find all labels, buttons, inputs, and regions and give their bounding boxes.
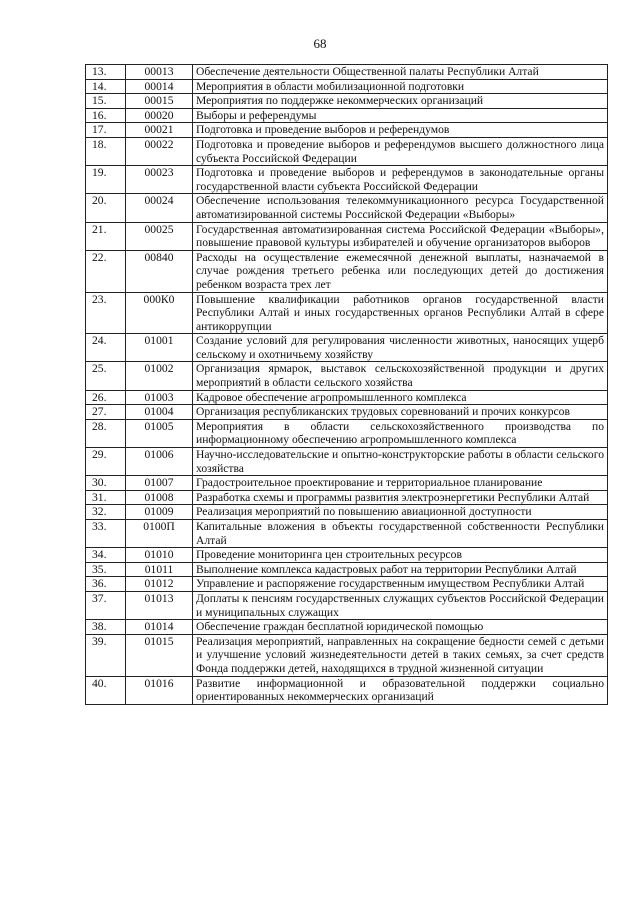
page-number: 68 (313, 36, 327, 51)
row-description-cell: Создание условий для регулирования численности животных, наносящих ущерб сельскому и охотничьему хозяйству (193, 334, 608, 362)
row-number-cell: 17. (86, 123, 126, 138)
table-row (86, 292, 608, 334)
table-row (86, 620, 608, 635)
row-description-cell: Обеспечение использования телекоммуникационного ресурса Государственной автоматизированной системы Российской Федерации «Выборы» (193, 194, 608, 222)
row-code-cell: 0100П (126, 520, 193, 548)
row-number-cell: 20. (86, 194, 126, 222)
row-description-cell: Научно-исследовательские и опытно-конструкторские работы в области сельского хозяйства (193, 448, 608, 476)
row-number-cell: 24. (86, 334, 126, 362)
row-number-cell: 27. (86, 405, 126, 420)
row-number-cell: 33. (86, 520, 126, 548)
table-row (86, 108, 608, 123)
row-description-cell: Организация ярмарок, выставок сельскохозяйственной продукции и других мероприятий в области сельского хозяйства (193, 362, 608, 390)
row-description-cell: Мероприятия в области сельскохозяйственного производства по информационному обеспечению агропромышленного комплекса (193, 419, 608, 447)
table-row (86, 548, 608, 563)
table-row (86, 476, 608, 491)
row-description-cell: Мероприятия в области мобилизационной подготовки (193, 79, 608, 94)
row-description-cell: Капитальные вложения в объекты государственной собственности Республики Алтай (193, 520, 608, 548)
row-description-cell: Государственная автоматизированная система Российской Федерации «Выборы», повышение правовой культуры избирателей и обучение организаторов выборов (193, 222, 608, 250)
row-number-cell: 14. (86, 79, 126, 94)
table-row (86, 94, 608, 109)
row-code-cell: 00013 (126, 65, 193, 80)
table-row (86, 222, 608, 250)
row-number-cell: 36. (86, 577, 126, 592)
row-code-cell: 01003 (126, 390, 193, 405)
table-row (86, 405, 608, 420)
row-description-cell: Кадровое обеспечение агропромышленного комплекса (193, 390, 608, 405)
row-number-cell: 26. (86, 390, 126, 405)
row-description-cell: Обеспечение деятельности Общественной палаты Республики Алтай (193, 65, 608, 80)
row-code-cell: 01004 (126, 405, 193, 420)
row-code-cell: 00025 (126, 222, 193, 250)
row-description-cell: Доплаты к пенсиям государственных служащих субъектов Российской Федерации и муниципальных служащих (193, 591, 608, 619)
row-number-cell: 18. (86, 137, 126, 165)
row-number-cell: 30. (86, 476, 126, 491)
row-number-cell: 29. (86, 448, 126, 476)
row-number-cell: 19. (86, 166, 126, 194)
row-code-cell: 00022 (126, 137, 193, 165)
row-description-cell: Развитие информационной и образовательной поддержки социально ориентированных некоммерческих организаций (193, 676, 608, 704)
row-code-cell: 01015 (126, 634, 193, 676)
row-number-cell: 39. (86, 634, 126, 676)
row-code-cell: 01001 (126, 334, 193, 362)
table-row (86, 448, 608, 476)
table-row (86, 591, 608, 619)
row-number-cell: 34. (86, 548, 126, 563)
row-description-cell: Градостроительное проектирование и территориальное планирование (193, 476, 608, 491)
row-number-cell: 25. (86, 362, 126, 390)
row-description-cell: Мероприятия по поддержке некоммерческих организаций (193, 94, 608, 109)
table-body (86, 65, 608, 705)
row-number-cell: 28. (86, 419, 126, 447)
row-number-cell: 32. (86, 505, 126, 520)
table-row (86, 490, 608, 505)
row-code-cell: 00840 (126, 250, 193, 292)
row-number-cell: 15. (86, 94, 126, 109)
budget-codes-table (85, 64, 608, 705)
row-code-cell: 01005 (126, 419, 193, 447)
row-code-cell: 000К0 (126, 292, 193, 334)
row-number-cell: 38. (86, 620, 126, 635)
row-number-cell: 13. (86, 65, 126, 80)
row-number-cell: 35. (86, 562, 126, 577)
row-number-cell: 22. (86, 250, 126, 292)
row-code-cell: 01009 (126, 505, 193, 520)
row-code-cell: 00024 (126, 194, 193, 222)
row-description-cell: Подготовка и проведение выборов и референдумов высшего должностного лица субъекта Российской Федерации (193, 137, 608, 165)
row-description-cell: Реализация мероприятий, направленных на сокращение бедности семей с детьми и улучшение условий жизнедеятельности детей в таких семьях, за счет средств Фонда поддержки детей, находящихся в трудной жизненной ситуации (193, 634, 608, 676)
row-code-cell: 01011 (126, 562, 193, 577)
table-row (86, 194, 608, 222)
table-row (86, 390, 608, 405)
table-row (86, 577, 608, 592)
row-code-cell: 01013 (126, 591, 193, 619)
row-number-cell: 23. (86, 292, 126, 334)
row-description-cell: Управление и распоряжение государственным имуществом Республики Алтай (193, 577, 608, 592)
row-description-cell: Выборы и референдумы (193, 108, 608, 123)
row-description-cell: Организация республиканских трудовых соревнований и прочих конкурсов (193, 405, 608, 420)
row-number-cell: 16. (86, 108, 126, 123)
row-code-cell: 01012 (126, 577, 193, 592)
row-code-cell: 01008 (126, 490, 193, 505)
row-description-cell: Повышение квалификации работников органов государственной власти Республики Алтай и иных государственных органов Республики Алтай в сфере антикоррупции (193, 292, 608, 334)
row-code-cell: 01014 (126, 620, 193, 635)
table-row (86, 166, 608, 194)
table-row (86, 676, 608, 704)
row-code-cell: 00014 (126, 79, 193, 94)
row-code-cell: 00023 (126, 166, 193, 194)
row-description-cell: Выполнение комплекса кадастровых работ на территории Республики Алтай (193, 562, 608, 577)
row-number-cell: 40. (86, 676, 126, 704)
row-code-cell: 01006 (126, 448, 193, 476)
row-description-cell: Проведение мониторинга цен строительных ресурсов (193, 548, 608, 563)
row-description-cell: Расходы на осуществление ежемесячной денежной выплаты, назначаемой в случае рождения третьего ребенка или последующих детей до достижения ребенком возраста трех лет (193, 250, 608, 292)
row-number-cell: 31. (86, 490, 126, 505)
row-description-cell: Разработка схемы и программы развития электроэнергетики Республики Алтай (193, 490, 608, 505)
row-code-cell: 01007 (126, 476, 193, 491)
table-row (86, 562, 608, 577)
row-code-cell: 00020 (126, 108, 193, 123)
row-number-cell: 37. (86, 591, 126, 619)
row-code-cell: 00015 (126, 94, 193, 109)
row-description-cell: Подготовка и проведение выборов и референдумов в законодательные органы государственной власти субъекта Российской Федерации (193, 166, 608, 194)
row-number-cell: 21. (86, 222, 126, 250)
table-row (86, 65, 608, 80)
row-code-cell: 01010 (126, 548, 193, 563)
row-code-cell: 01016 (126, 676, 193, 704)
row-description-cell: Подготовка и проведение выборов и референдумов (193, 123, 608, 138)
row-description-cell: Обеспечение граждан бесплатной юридической помощью (193, 620, 608, 635)
row-code-cell: 01002 (126, 362, 193, 390)
table-row (86, 137, 608, 165)
table-row (86, 419, 608, 447)
table-row (86, 505, 608, 520)
table-row (86, 634, 608, 676)
table-row (86, 79, 608, 94)
row-description-cell: Реализация мероприятий по повышению авиационной доступности (193, 505, 608, 520)
table-row (86, 123, 608, 138)
table-row (86, 334, 608, 362)
row-code-cell: 00021 (126, 123, 193, 138)
table-row (86, 250, 608, 292)
table-row (86, 362, 608, 390)
table-row (86, 520, 608, 548)
